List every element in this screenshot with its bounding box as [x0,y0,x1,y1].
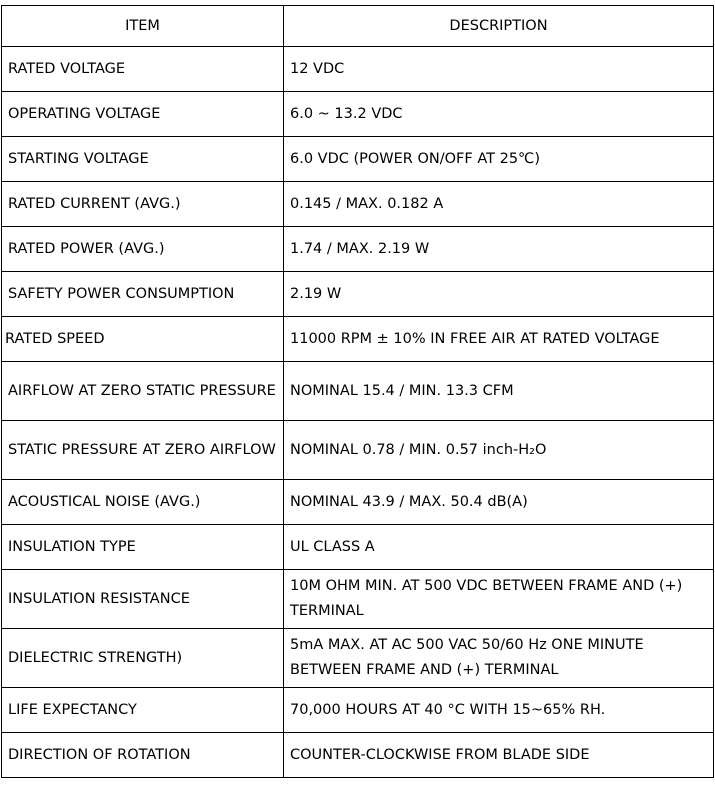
item-cell: DIRECTION OF ROTATION [2,733,284,778]
item-cell: STATIC PRESSURE AT ZERO AIRFLOW [2,421,284,480]
table-row [2,421,714,480]
table-row [2,525,714,570]
spec-table [1,5,714,778]
table-row [2,227,714,272]
header-description: DESCRIPTION [284,6,714,47]
item-cell: RATED SPEED [2,317,284,362]
header-item: ITEM [2,6,284,47]
description-cell: UL CLASS A [284,525,714,570]
description-cell: NOMINAL 0.78 / MIN. 0.57 inch-H₂O [284,421,714,480]
table-row [2,47,714,92]
item-cell: RATED POWER (AVG.) [2,227,284,272]
item-cell: ACOUSTICAL NOISE (AVG.) [2,480,284,525]
item-cell: AIRFLOW AT ZERO STATIC PRESSURE [2,362,284,421]
description-cell: 11000 RPM ± 10% IN FREE AIR AT RATED VOLTAGE [284,317,714,362]
item-cell: RATED CURRENT (AVG.) [2,182,284,227]
item-cell: OPERATING VOLTAGE [2,92,284,137]
description-cell: 2.19 W [284,272,714,317]
description-cell: 10M OHM MIN. AT 500 VDC BETWEEN FRAME AND (+) TERMINAL [284,570,714,629]
table-row [2,182,714,227]
description-cell: 1.74 / MAX. 2.19 W [284,227,714,272]
description-cell: NOMINAL 43.9 / MAX. 50.4 dB(A) [284,480,714,525]
item-cell: SAFETY POWER CONSUMPTION [2,272,284,317]
table-row [2,362,714,421]
item-cell: LIFE EXPECTANCY [2,688,284,733]
description-cell: NOMINAL 15.4 / MIN. 13.3 CFM [284,362,714,421]
item-cell: INSULATION RESISTANCE [2,570,284,629]
item-cell: DIELECTRIC STRENGTH) [2,629,284,688]
description-cell: 70,000 HOURS AT 40 °C WITH 15~65% RH. [284,688,714,733]
table-row [2,317,714,362]
description-cell: 6.0 VDC (POWER ON/OFF AT 25℃) [284,137,714,182]
description-cell: 12 VDC [284,47,714,92]
item-cell: RATED VOLTAGE [2,47,284,92]
description-cell: 6.0 ~ 13.2 VDC [284,92,714,137]
item-cell: INSULATION TYPE [2,525,284,570]
description-cell: COUNTER-CLOCKWISE FROM BLADE SIDE [284,733,714,778]
table-row [2,272,714,317]
table-header-row [2,6,714,47]
table-row [2,733,714,778]
item-cell: STARTING VOLTAGE [2,137,284,182]
table-row [2,137,714,182]
description-cell: 5mA MAX. AT AC 500 VAC 50/60 Hz ONE MINUTE BETWEEN FRAME AND (+) TERMINAL [284,629,714,688]
description-cell: 0.145 / MAX. 0.182 A [284,182,714,227]
table-row [2,629,714,688]
table-row [2,480,714,525]
table-row [2,570,714,629]
table-row [2,92,714,137]
table-row [2,688,714,733]
